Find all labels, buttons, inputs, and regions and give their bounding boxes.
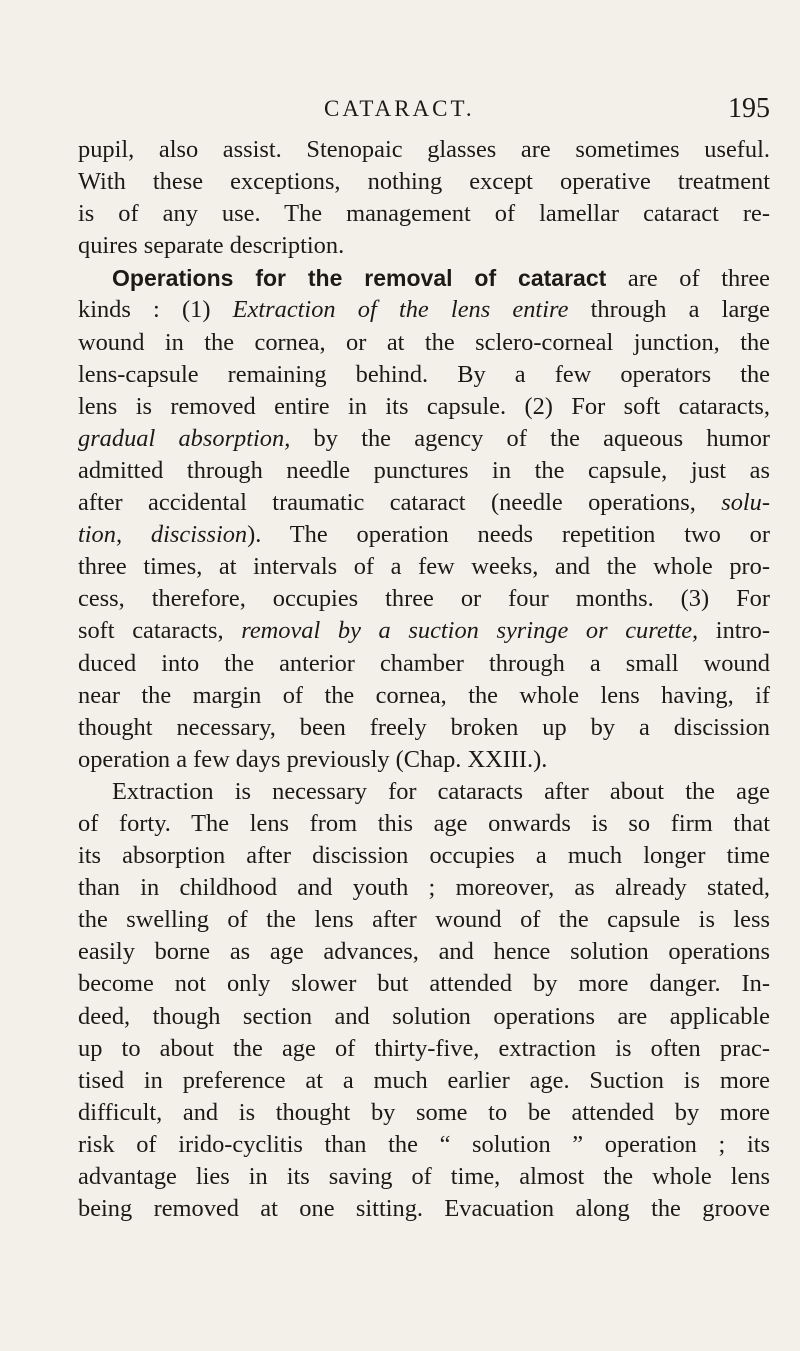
section-lead: Operations for the removal of cataract (112, 265, 607, 292)
text-line: wound in the cornea, or at the sclero-corneal junction, the (78, 328, 770, 356)
page-header (96, 92, 770, 126)
text-line: difficult, and is thought by some to be attended by more (78, 1098, 770, 1126)
text-line: duced into the anterior chamber through a small wound (78, 649, 770, 677)
text-run: intro- (698, 617, 770, 645)
running-title: CATARACT. (324, 96, 475, 121)
text-line: three times, at intervals of a few weeks, and the whole pro- (78, 553, 770, 581)
text-line: cess, therefore, occupies three or four months. (3) For (78, 585, 770, 613)
text-line: than in childhood and youth ; moreover, as already stated, (78, 874, 770, 902)
text-line (78, 262, 770, 294)
text-run: ). The operation needs repetition two or (247, 521, 771, 549)
italic-term: gradual absorption, (78, 424, 291, 452)
text-line: of forty. The lens from this age onwards is so firm that (78, 809, 770, 837)
text-run: through a large (568, 296, 770, 324)
text-line (78, 615, 770, 647)
text-line: advantage lies in its saving of time, almost the whole lens (78, 1163, 770, 1190)
text-line: operation a few days previously (Chap. XXIII.). (78, 745, 548, 773)
text-line: being removed at one sitting. Evacuation along the groove (78, 1195, 770, 1223)
text-line (78, 487, 770, 519)
text-line: up to about the age of thirty-five, extraction is often prac- (78, 1034, 770, 1062)
text-line: tised in preference at a much earlier age. Suction is more (78, 1066, 770, 1094)
text-line: deed, though section and solution operations are applicable (78, 1002, 770, 1030)
italic-term: solu- (721, 489, 770, 517)
text-line: quires separate description. (78, 232, 345, 260)
text-line: near the margin of the cornea, the whole lens having, if (78, 681, 770, 709)
text-line: lens is removed entire in its capsule. (2) For soft cataracts, (78, 392, 770, 420)
text-run: soft cataracts, (78, 617, 242, 645)
text-line: thought necessary, been freely broken up by a discission (78, 713, 770, 741)
text-run: after accidental traumatic cataract (needle operations, (78, 489, 722, 517)
text-line: admitted through needle punctures in the capsule, just as (78, 456, 770, 484)
body-text (78, 134, 770, 1225)
text-line: the swelling of the lens after wound of the capsule is less (78, 906, 770, 934)
text-line: easily borne as age advances, and hence solution operations (78, 938, 770, 966)
text-line: its absorption after discission occupies a much longer time (78, 842, 770, 870)
text-run: kinds : (1) (78, 296, 233, 324)
text-line: lens-capsule remaining behind. By a few operators the (78, 360, 770, 388)
italic-term: tion, discission (78, 521, 248, 549)
italic-term: Extraction of the lens entire (232, 296, 569, 324)
page-number: 195 (728, 93, 770, 124)
text-line: is of any use. The management of lamellar cataract re- (78, 200, 770, 228)
text-line: pupil, also assist. Stenopaic glasses are sometimes useful. (78, 136, 770, 163)
text-line (78, 423, 770, 455)
italic-term: removal by a suction syringe or curette, (241, 617, 699, 645)
text-line (78, 519, 770, 551)
text-run: are of three (606, 265, 770, 293)
text-line: become not only slower but attended by more danger. In- (78, 970, 770, 998)
text-line: Extraction is necessary for cataracts after about the age (112, 777, 770, 805)
text-line: risk of irido-cyclitis than the “ solution ” operation ; its (78, 1130, 770, 1158)
text-run: by the agency of the aqueous humor (290, 424, 771, 452)
text-line (78, 294, 770, 326)
text-line: With these exceptions, nothing except operative treatment (78, 168, 770, 196)
